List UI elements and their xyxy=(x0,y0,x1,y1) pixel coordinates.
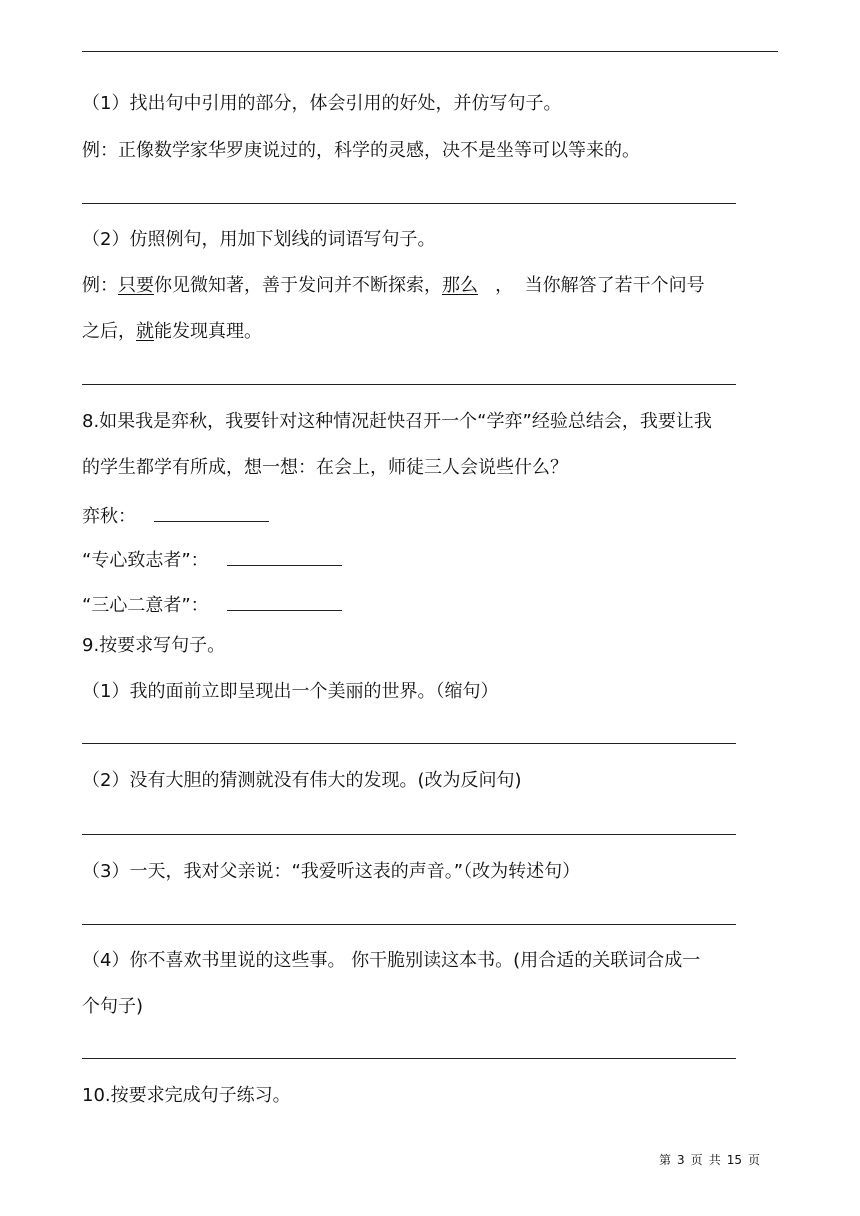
q7-sub1-example: 例：正像数学家华罗庚说过的，科学的灵感，决不是坐等可以等来的。 xyxy=(82,140,640,161)
speaker-label: 弈秋： xyxy=(82,506,136,527)
speaker-label: “三心二意者”： xyxy=(82,595,209,616)
example-text: 能发现真理。 xyxy=(154,321,262,342)
example-text: ， 当你解答了若干个问号 xyxy=(478,275,705,296)
footer-ye: 页 xyxy=(690,1153,703,1167)
header-rule xyxy=(82,51,778,52)
q9-sub2: （2）没有大胆的猜测就没有伟大的发现。(改为反问句) xyxy=(82,770,522,791)
q8-line1: 8.如果我是弈秋，我要针对这种情况赶快召开一个“学弈”经验总结会，我要让我 xyxy=(82,411,712,432)
underlined-word: 那么 xyxy=(442,275,478,296)
answer-line xyxy=(82,924,736,925)
page-number: 3 xyxy=(677,1153,685,1167)
answer-line xyxy=(82,203,736,204)
q9-sub4-line2: 个句子) xyxy=(82,996,144,1017)
footer-ye2: 页 xyxy=(747,1153,760,1167)
answer-blank[interactable] xyxy=(154,501,269,522)
footer-di: 第 xyxy=(659,1153,672,1167)
q10-title: 10.按要求完成句子练习。 xyxy=(82,1085,291,1106)
q9-sub4-line1: （4）你不喜欢书里说的这些事。 你干脆别读这本书。(用合适的关联词合成一 xyxy=(82,950,701,971)
answer-blank[interactable] xyxy=(227,545,342,566)
q8-speaker1 xyxy=(82,501,269,529)
q7-sub1: （1）找出句中引用的部分，体会引用的好处，并仿写句子。 xyxy=(82,93,562,114)
speaker-label: “专心致志者”： xyxy=(82,550,209,571)
q9-sub1: （1）我的面前立即呈现出一个美丽的世界。（缩句） xyxy=(82,681,499,702)
answer-line xyxy=(82,834,736,835)
answer-line xyxy=(82,743,736,744)
underlined-word: 只要 xyxy=(118,275,154,296)
page-footer xyxy=(0,1151,760,1168)
q9-sub3: （3）一天，我对父亲说：“我爱听这表的声音。”（改为转述句） xyxy=(82,861,581,882)
total-pages: 15 xyxy=(726,1153,742,1167)
answer-blank[interactable] xyxy=(227,590,342,611)
answer-line xyxy=(82,1058,736,1059)
q8-line2: 的学生都学有所成，想一想：在会上，师徒三人会说些什么？ xyxy=(82,457,568,478)
example-text: 你见微知著，善于发问并不断探索， xyxy=(154,275,442,296)
underlined-word: 就 xyxy=(136,321,154,342)
example-text: 之后， xyxy=(82,321,136,342)
q8-speaker2 xyxy=(82,545,342,573)
q9-title: 9.按要求写句子。 xyxy=(82,635,226,656)
q7-sub2: （2）仿照例句，用加下划线的词语写句子。 xyxy=(82,229,436,250)
q8-speaker3 xyxy=(82,590,342,618)
example-prefix: 例： xyxy=(82,275,118,296)
q7-sub2-example-line1 xyxy=(82,274,705,298)
q7-sub2-example-line2 xyxy=(82,320,262,344)
answer-line xyxy=(82,384,736,385)
footer-gong: 共 xyxy=(708,1153,721,1167)
